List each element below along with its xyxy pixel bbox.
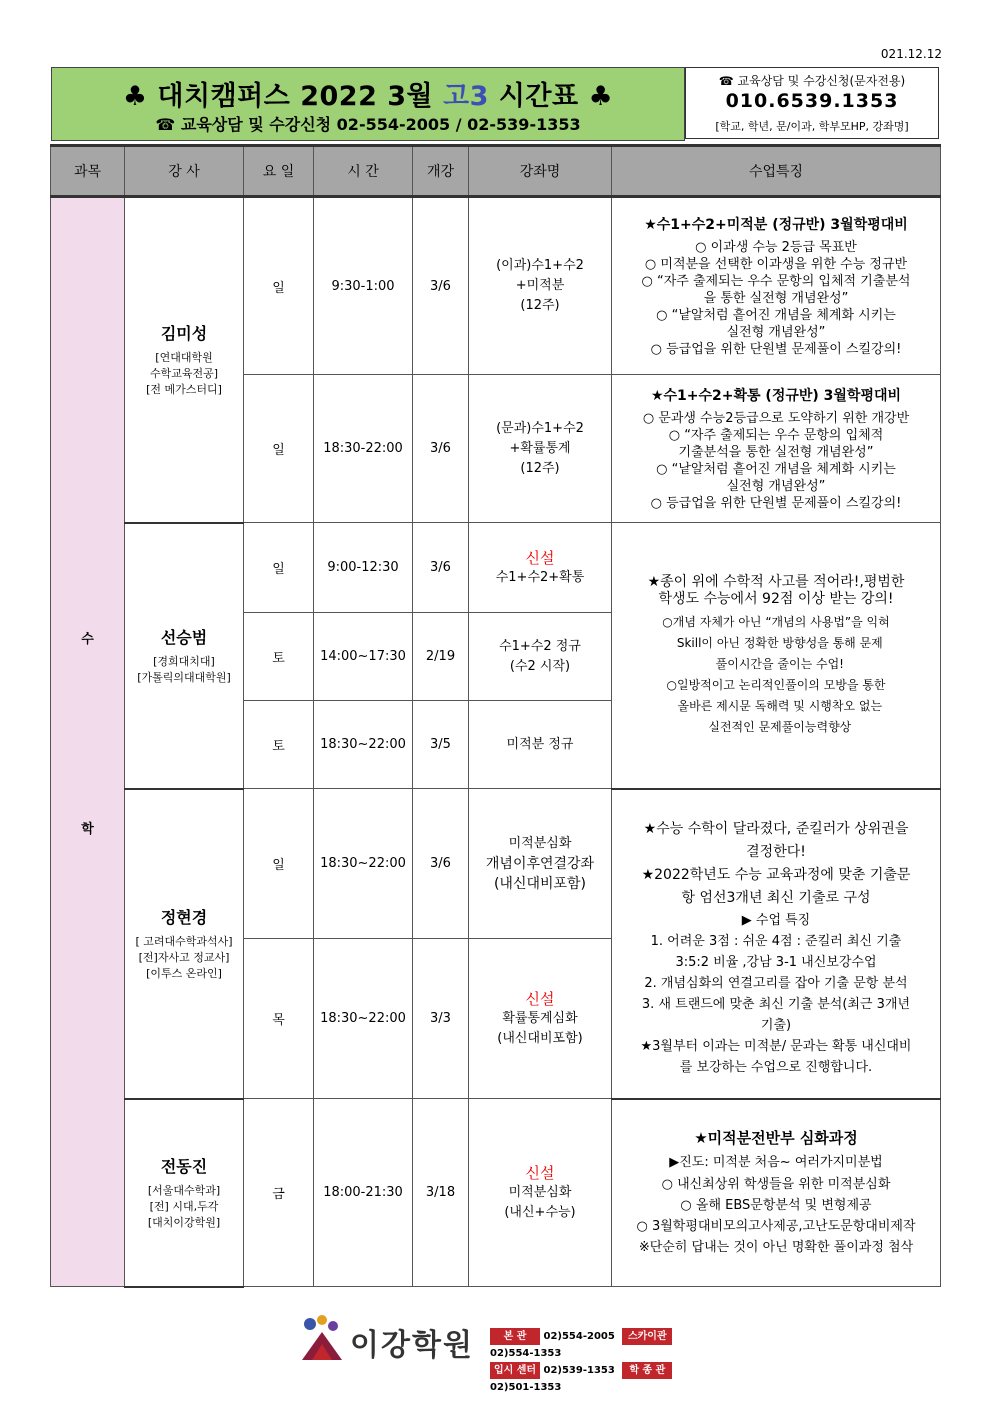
feature-line: ○ 3월학평대비모의고사제공,고난도문항대비제작 [636,1219,916,1235]
feature-line: ○ 등급업을 위한 단원별 문제풀이 스킬강의! [650,496,902,511]
feature-line: ★종이 위에 수학적 사고를 적어라!,평범한 [647,574,905,591]
feature-line: ○ 내신최상위 학생들을 위한 미적분심화 [661,1177,891,1193]
day-cell: 목 [244,939,314,1099]
feature-line: 실전적인 문제풀이능력향상 [700,720,852,735]
feature-line: ○ “낱알처럼 흩어진 개념을 체계화 시키는 [656,308,896,323]
course-line: (12주) [520,460,560,476]
col-course: 강좌명 [469,146,612,197]
day-cell: 토 [244,701,314,789]
time-cell: 18:00-21:30 [314,1099,413,1287]
teacher-cred: [연대대학원 [155,351,213,365]
teacher-name: 정현경 [160,908,208,927]
title-suffix: 시간표 ♣ [488,81,614,112]
feature-line: ○ “낱알처럼 흩어진 개념을 체계화 시키는 [656,462,896,477]
feature-line: ★수능 수학이 달라졌다, 준킬러가 상위권을 [643,820,909,837]
table-header-row [51,146,941,197]
feature-head: ★수1+수2+미적분 (정규반) 3월학평대비 [644,217,908,233]
open-cell: 3/3 [413,939,469,1099]
course-line: (내신대비포함) [497,1030,583,1046]
timetable [50,144,941,1288]
feature-line: 3. 새 트랜드에 맞춘 최신 기출 분석(최근 3개년 [641,996,911,1012]
open-cell: 3/5 [413,701,469,789]
course-line: (내신+수능) [504,1204,576,1220]
course-cell [469,197,612,375]
feature-line: ▶ 수업 특징 [741,912,811,928]
course-line: (내신대비포함) [493,875,587,892]
contact-format: [학교, 학년, 문/이과, 학부모HP, 강좌명] [715,120,909,133]
feature-line: 2. 개념심화의 연결고리를 잡아 기출 문항 분석 [644,975,908,991]
col-subject: 과목 [51,146,125,197]
course-cell [469,1099,612,1287]
course-line: (수2 시작) [509,658,571,674]
contact-phone: 010.6539.1353 [725,90,899,112]
teacher-cred: [경희대치대] [153,655,215,668]
text-contact-box [685,67,939,139]
open-cell: 2/19 [413,613,469,701]
branch-phone: 02)554-2005 [543,1331,615,1342]
course-line: +미적분 [515,278,565,293]
feature-line: ※단순히 답내는 것이 아닌 명확한 풀이과정 첨삭 [638,1240,914,1256]
col-features: 수업특징 [612,146,941,197]
course-cell [469,613,612,701]
open-cell: 3/6 [413,197,469,375]
open-cell: 3/6 [413,523,469,613]
feature-line: 풀이시간을 줄이는 수업! [708,657,844,672]
col-day: 요 일 [244,146,314,197]
open-cell: 3/6 [413,375,469,523]
feature-line: 를 보강하는 수업으로 진행합니다. [679,1059,873,1075]
teacher-cred: [전] 시대,두각 [149,1200,219,1213]
feature-line: 을 통한 실전형 개념완성” [703,291,849,306]
teacher-cell [125,1099,244,1287]
features-cell [612,523,941,789]
document-date: 021.12.12 [880,47,942,61]
feature-line: 결정한다! [746,843,806,860]
feature-line: ○ “자주 출제되는 우수 문항의 입체적 [668,428,884,443]
day-cell: 일 [244,375,314,523]
feature-line: ★2022학년도 수능 교육과정에 맞춘 기출문 [641,866,911,883]
time-cell: 18:30~22:00 [314,789,413,939]
feature-line: ○ 미적분을 선택한 이과생을 위한 수능 정규반 [644,257,908,272]
feature-head: ★수1+수2+확통 (정규반) 3월학평대비 [650,388,902,404]
course-line: 수1+수2 정규 [499,638,581,654]
course-cell [469,523,612,613]
course-line: 미적분 정규 [506,736,574,752]
open-cell: 3/6 [413,789,469,939]
course-line: 개념이후연결강좌 [485,855,595,872]
col-time: 시 간 [314,146,413,197]
new-badge: 신설 [525,548,555,567]
time-cell: 9:00-12:30 [314,523,413,613]
course-line: 수1+수2+확통 [495,569,585,585]
features-cell [612,1099,941,1287]
branch-row [490,1328,718,1362]
teacher-cred: [대치이강학원] [147,1216,221,1229]
feature-line: ★3월부터 이과는 미적분/ 문과는 확통 내신대비 [640,1038,912,1054]
branch-phones [490,1328,718,1396]
course-line: (12주) [520,298,560,313]
teacher-name: 선승범 [160,628,208,647]
features-cell [612,789,941,1099]
teacher-cred: [전]자사고 정교사] [138,951,230,964]
academy-brand: 이강학원 [350,1328,474,1363]
feature-line: 올바른 제시문 독해력 및 시행착오 없는 [669,699,883,714]
branch-label: 입시 센터 [490,1362,540,1379]
teacher-cred: [ 고려대수학과석사] [135,935,233,948]
table-row [51,523,941,613]
course-line: 미적분심화 [508,1184,572,1200]
page-title [52,74,684,113]
feature-line: ○일방적이고 논리적인풀이의 모방을 통한 [666,678,886,693]
time-cell: 18:30~22:00 [314,939,413,1099]
time-cell: 18:30-22:00 [314,375,413,523]
contact-label: ☎ 교육상담 및 수강신청(문자전용) [718,74,906,88]
branch-label: 학 종 관 [622,1362,672,1379]
feature-line: 학생도 수능에서 92점 이상 받는 강의! [658,591,894,608]
course-line: (이과)수1+수2 [496,258,584,273]
feature-head: ★미적분전반부 심화과정 [694,1129,858,1148]
branch-label: 본 관 [490,1328,540,1345]
subject-char-2: 학 [81,822,94,837]
feature-line: ○개념 자체가 아닌 “개념의 사용법”을 익혀 [662,615,890,630]
teacher-cred: 수학교육전공] [149,367,219,381]
table-row [51,1099,941,1287]
feature-line: 실전형 개념완성” [726,479,826,494]
subject-cell [51,197,125,1287]
teacher-cred: [서울대수학과] [147,1184,221,1197]
day-cell: 금 [244,1099,314,1287]
header [51,67,940,141]
teacher-cred: [이투스 온라인] [146,967,222,980]
title-grade: 고3 [443,81,489,112]
feature-line: 항 엄선3개년 최신 기출로 구성 [681,889,871,906]
features-cell [612,197,941,375]
time-cell: 18:30~22:00 [314,701,413,789]
day-cell: 토 [244,613,314,701]
course-line: (문과)수1+수2 [496,420,584,436]
branch-label: 스카이관 [622,1328,672,1345]
teacher-cell [125,523,244,789]
feature-line: ○ 이과생 수능 2등급 목표반 [695,240,857,255]
teacher-cred: [전 메가스터디] [146,383,222,397]
academy-logo [298,1312,348,1364]
new-badge: 신설 [525,989,555,1008]
branch-phone: 02)554-1353 [490,1348,562,1359]
course-cell [469,375,612,523]
table-row [51,197,941,375]
feature-line: Skill이 아닌 정확한 방향성을 통해 문제 [669,636,883,651]
branch-phone: 02)501-1353 [490,1382,562,1393]
open-cell: 3/18 [413,1099,469,1287]
time-cell: 9:30-1:00 [314,197,413,375]
time-cell: 14:00~17:30 [314,613,413,701]
course-line: 미적분심화 [508,835,572,851]
course-cell [469,939,612,1099]
feature-line: 1. 어려운 3점 : 쉬운 4점 : 준킬러 최신 기출 [650,933,902,949]
teacher-cred: [가톨릭의대대학원] [137,671,231,684]
feature-line: 기출분석을 통한 실전형 개념완성” [678,445,874,460]
day-cell: 일 [244,789,314,939]
feature-line: ○ “자주 출제되는 우수 문항의 입체적 기출분석 [641,274,911,289]
feature-line: ○ 올해 EBS문항분석 및 변형제공 [680,1198,872,1214]
branch-row [490,1362,718,1396]
teacher-name: 김미성 [160,324,208,344]
course-cell [469,701,612,789]
title-prefix: ♣ 대치캠퍼스 2022 3월 [122,81,444,112]
new-badge: 신설 [525,1163,555,1182]
table-row [51,789,941,939]
branch-phone: 02)539-1353 [543,1365,615,1376]
teacher-cell [125,197,244,523]
teacher-cell [125,789,244,1099]
teacher-name: 전동진 [160,1157,208,1176]
day-cell: 일 [244,523,314,613]
feature-line: ▶진도: 미적분 처음~ 여러가지미분법 [669,1155,883,1171]
col-teacher: 강 사 [125,146,244,197]
title-box [51,67,685,141]
features-cell [612,375,941,523]
footer [298,1312,718,1393]
col-open: 개강 [413,146,469,197]
course-line: +확률통계 [509,440,571,456]
subtitle-contact: ☎ 교육상담 및 수강신청 02-554-2005 / 02-539-1353 [155,115,581,134]
course-line: 확률통계심화 [502,1010,578,1026]
feature-line: ○ 등급업을 위한 단원별 문제풀이 스킬강의! [650,342,902,357]
day-cell: 일 [244,197,314,375]
feature-line: 3:5:2 비율 ,강남 3-1 내신보강수업 [675,954,877,970]
subject-char-1: 수 [81,632,94,647]
course-cell [469,789,612,939]
feature-line: ○ 문과생 수능2등급으로 도약하기 위한 개강반 [642,411,910,426]
feature-line: 실전형 개념완성” [726,325,826,340]
feature-line: 기출) [760,1017,792,1033]
